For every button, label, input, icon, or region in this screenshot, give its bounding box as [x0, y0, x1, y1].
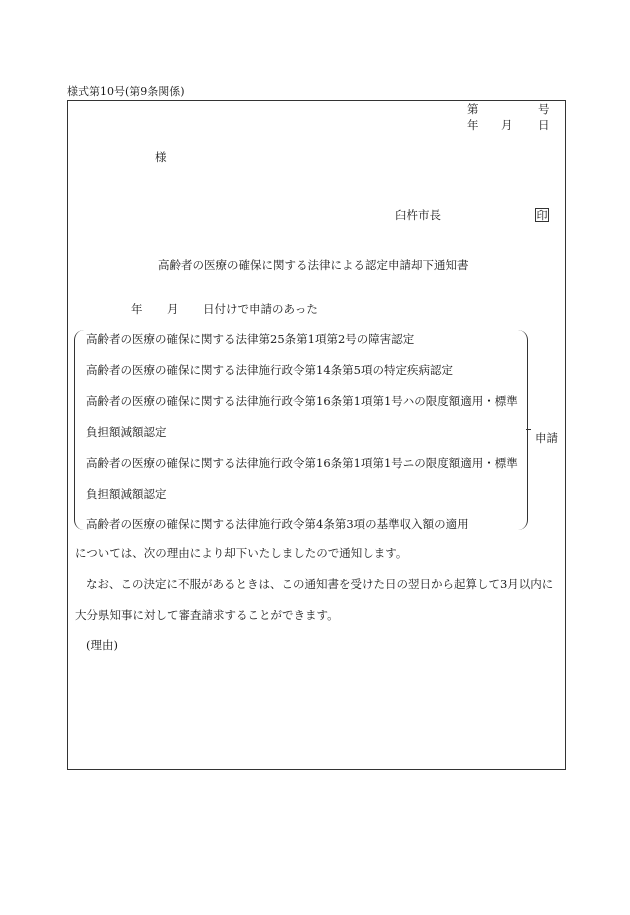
- list-item: 高齢者の医療の確保に関する法律施行政令第16条第1項第1号ハの限度額適用・標準: [86, 394, 518, 408]
- date-year: 年: [467, 118, 479, 132]
- notice-line: については、次の理由により却下いたしましたので通知します。: [75, 546, 408, 560]
- appeal-line-1: なお、この決定に不服があるときは、この通知書を受けた日の翌日から起算して3月以内に: [86, 577, 554, 591]
- list-item: 高齢者の医療の確保に関する法律施行政令第14条第5項の特定疾病認定: [86, 363, 453, 377]
- form-number: 様式第10号(第9条関係): [67, 85, 185, 98]
- right-brace: [517, 330, 528, 530]
- list-item: 高齢者の医療の確保に関する法律第25条第1項第2号の障害認定: [86, 332, 415, 346]
- application-suffix: 日付けで申請のあった: [203, 302, 318, 316]
- list-item: 高齢者の医療の確保に関する法律施行政令第4条第3項の基準収入額の適用: [86, 517, 469, 531]
- issuer-name: 臼杵市長: [395, 208, 441, 222]
- brace-label-shinsei: 申請: [535, 431, 558, 445]
- application-year: 年: [131, 302, 143, 316]
- list-item: 負担額減額認定: [86, 487, 167, 501]
- left-brace: [74, 330, 85, 530]
- date-month: 月: [501, 118, 513, 132]
- addressee-honorific: 様: [155, 150, 167, 164]
- reason-label: (理由): [86, 638, 118, 652]
- date-day: 日: [538, 118, 550, 132]
- application-month: 月: [167, 302, 179, 316]
- list-item: 高齢者の医療の確保に関する法律施行政令第16条第1項第1号ニの限度額適用・標準: [86, 456, 518, 470]
- appeal-line-2: 大分県知事に対して審査請求することができます。: [75, 608, 339, 622]
- doc-number-dai: 第: [467, 102, 479, 116]
- seal-mark: 印: [536, 209, 548, 222]
- document-title: 高齢者の医療の確保に関する法律による認定申請却下通知書: [158, 258, 469, 272]
- list-item: 負担額減額認定: [86, 425, 167, 439]
- brace-tip: [526, 429, 531, 430]
- doc-number-go: 号: [538, 102, 550, 116]
